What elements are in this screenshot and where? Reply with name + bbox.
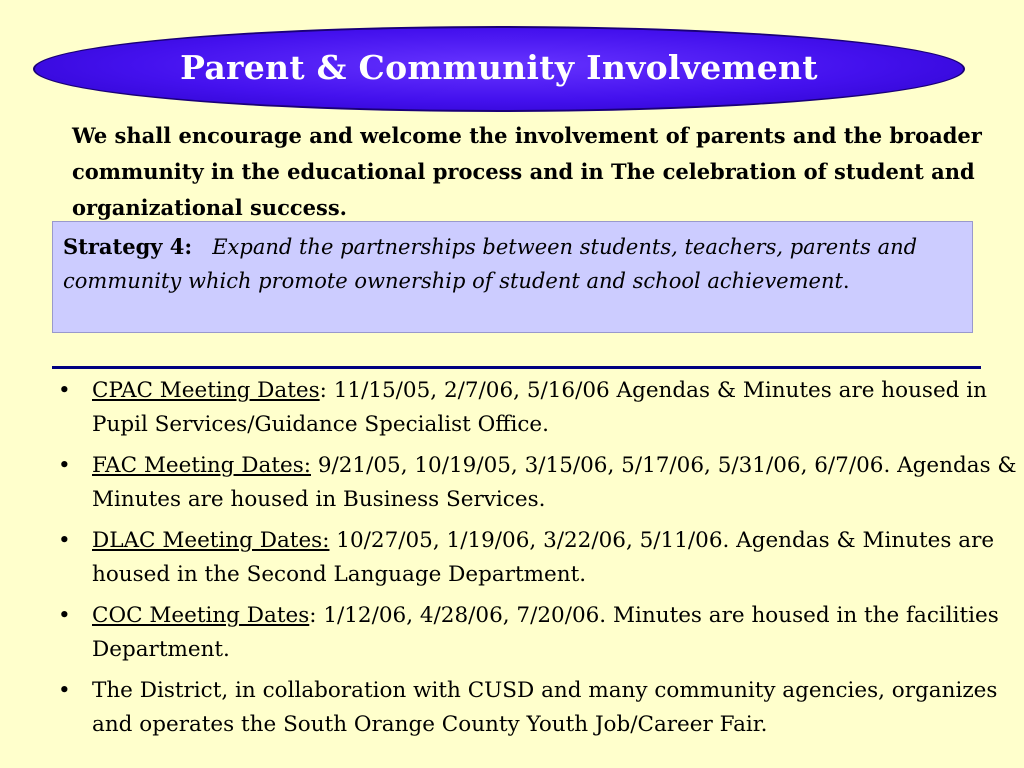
- divider-line: [52, 366, 981, 369]
- list-item-text: The District, in collaboration with CUSD and many community agencies, organizes and operates the South Orange County Youth Job/Career Fair.: [92, 678, 998, 737]
- strategy-text: Expand the partnerships between students, teachers, parents and community which promote ownership of student and school achievement: [63, 235, 918, 293]
- bullet-icon: •: [58, 678, 71, 703]
- dlac-link[interactable]: DLAC Meeting Dates:: [92, 528, 330, 553]
- cpac-link[interactable]: CPAC Meeting Dates: [92, 378, 320, 403]
- bullet-icon: •: [58, 453, 71, 478]
- list-item: [58, 449, 1018, 517]
- list-item: [58, 674, 1018, 742]
- list-item: [58, 524, 1018, 592]
- bullet-icon: •: [58, 378, 71, 403]
- bullet-icon: •: [58, 603, 71, 628]
- bullet-icon: •: [58, 528, 71, 553]
- list-item-text: : 1/12/06, 4/28/06, 7/20/06. Minutes are housed in the facilities Department.: [92, 603, 999, 662]
- slide-title: Parent & Community Involvement: [180, 47, 818, 87]
- fac-link[interactable]: FAC Meeting Dates:: [92, 453, 311, 478]
- strategy-end: .: [842, 269, 850, 293]
- list-item-text: : 11/15/05, 2/7/06, 5/16/06 Agendas & Minutes are housed in Pupil Services/Guidance Specialist Office.: [92, 378, 988, 437]
- list-item: [58, 599, 1018, 667]
- coc-link[interactable]: COC Meeting Dates: [92, 603, 310, 628]
- strategy-box: [52, 221, 973, 333]
- strategy-label: Strategy 4:: [63, 234, 193, 259]
- list-item-text: 9/21/05, 10/19/05, 3/15/06, 5/17/06, 5/31/06, 6/7/06. Agendas & Minutes are housed in Business Services.: [92, 453, 1017, 512]
- goal-statement: We shall encourage and welcome the involvement of parents and the broader community in the educational process and in The celebration of student and organizational success.: [72, 123, 982, 220]
- list-item-text: 10/27/05, 1/19/06, 3/22/06, 5/11/06. Agendas & Minutes are housed in the Second Language Department.: [92, 528, 995, 587]
- list-item: [58, 374, 1018, 442]
- title-banner: [33, 26, 965, 112]
- bullet-list: [58, 374, 1018, 749]
